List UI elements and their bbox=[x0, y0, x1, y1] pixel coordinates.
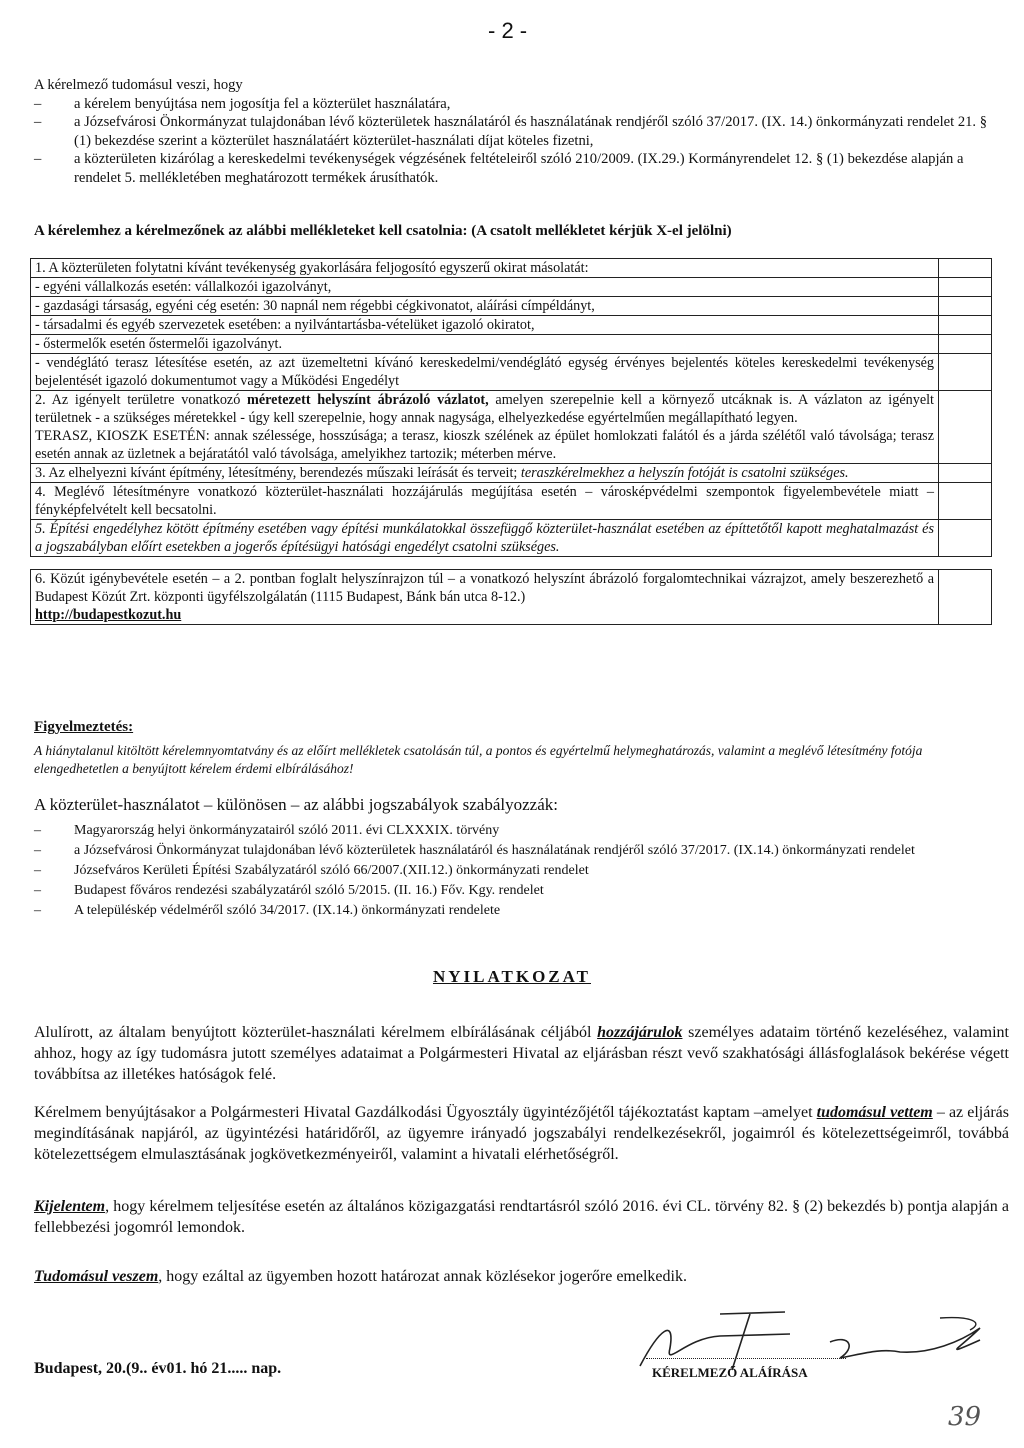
laws-title: A közterület-használatot – különösen – az alábbi jogszabályok szabályozzák: bbox=[34, 795, 558, 814]
checkbox-cell[interactable] bbox=[939, 464, 992, 483]
checkbox-cell[interactable] bbox=[939, 483, 992, 520]
table-row bbox=[31, 259, 992, 278]
intro-item: – a közterületen kizárólag a kereskedelmi tevékenységek végzésének feltételeiről szóló 210/2009. (IX.29.) Kormányrendelet 12. § (1) bekezdése alapján a rendelet 5. mellékletében meghatározott termékek árusíthatók. bbox=[34, 151, 964, 186]
table-row bbox=[31, 354, 992, 391]
attachment-text: 3. Az elhelyezni kívánt építmény, létesítmény, berendezés műszaki leírását és terveit; teraszkérelmekhez a helyszín fotóját is csatolni szükséges. bbox=[31, 464, 939, 483]
table-row bbox=[31, 278, 992, 297]
law-item: – a Józsefvárosi Önkormányzat tulajdonában lévő közterületek használatáról és használatának rendjéről szóló 37/2017. (IX.14.) önkormányzati rendelet bbox=[34, 843, 915, 858]
declaration-paragraph-3: Kijelentem, hogy kérelmem teljesítése esetén az általános közigazgatási rendtartásról szóló 2016. évi CL. törvény 82. § (2) bekezdés b) pontja alapján a fellebbezési jogomról lemondok. bbox=[34, 1198, 1009, 1236]
table-row bbox=[31, 483, 992, 520]
intro-item: – a kérelem benyújtása nem jogosítja fel a közterület használatára, bbox=[34, 95, 451, 112]
law-item: – Józsefváros Kerületi Építési Szabályzatáról szóló 66/2007.(XII.12.) önkormányzati rendelet bbox=[34, 863, 589, 878]
table-row bbox=[31, 464, 992, 483]
attachment-text: 4. Meglévő létesítményre vonatkozó közterület-használati hozzájárulás megújítása esetén – városképvédelmi szempontok figyelembevétele miatt – fényképfelvételt kell becsatolni. bbox=[31, 483, 939, 520]
intro-lead: A kérelmező tudomásul veszi, hogy bbox=[34, 77, 243, 93]
intro-section bbox=[34, 76, 990, 187]
signature-line bbox=[646, 1358, 846, 1359]
checkbox-cell[interactable] bbox=[939, 278, 992, 297]
checkbox-cell[interactable] bbox=[939, 354, 992, 391]
table-row bbox=[31, 570, 992, 625]
table-row bbox=[31, 297, 992, 316]
attachment-text: 6. Közút igénybevétele esetén – a 2. pontban foglalt helyszínrajzon túl – a vonatkozó helyszínt ábrázoló forgalomtechnikai vázrajzot, amely beszerezhető a Budapest Közút Zrt. központi ügyfélszolgálatán (1115 Budapest, Bánk bán utca 8-12.) http://budapestkozut.hu bbox=[31, 570, 939, 625]
checkbox-cell[interactable] bbox=[939, 335, 992, 354]
table-row bbox=[31, 520, 992, 557]
attachment-text: 2. Az igényelt területre vonatkozó méretezett helyszínt ábrázoló vázlatot, amelyen szerepelnie kell a környező utcáknak is. A vázlaton az igényelt területnek - a szükséges méretekkel - úgy kell szerepelnie, hogy annak nagysága, elhelyezkedése egyértelműen megállapítható legyen. TERASZ, KIOSZK ESETÉN: annak szélessége, hosszúsága; a terasz, kioszk szélének az épület homlokzati falától és a járda szélétől való távolsága; terasz esetén annak az üzletnek a bejáratától való távolsága, amelyikhez tartozik; méterben mérve. bbox=[31, 391, 939, 464]
signature-label: KÉRELMEZŐ ALÁÍRÁSA bbox=[652, 1365, 808, 1380]
attachments-heading: A kérelemhez a kérelmezőnek az alábbi mellékleteket kell csatolnia: (A csatolt mellékletet kérjük X-el jelölni) bbox=[34, 223, 732, 239]
attachment-text: - egyéni vállalkozás esetén: vállalkozói igazolványt, bbox=[31, 278, 939, 297]
declaration-paragraph-1: Alulírott, az általam benyújtott közterület-használati kérelmem elbírálásának céljából hozzájárulok személyes adataim történő kezeléséhez, valamint ahhoz, hogy az így tudomásra jutott személyes adataimat a Polgármesteri Hivatal az eljárásban részt vevő szakhatósági állásfoglalások bekérése végett továbbítsa az illetékes hatóságok felé. bbox=[34, 1024, 1010, 1083]
attachment-text: - társadalmi és egyéb szervezetek esetében: a nyilvántartásba-vételüket igazoló okiratot, bbox=[31, 316, 939, 335]
table-row bbox=[31, 316, 992, 335]
page-mark: 39 bbox=[948, 1402, 982, 1432]
table-row bbox=[31, 391, 992, 464]
checkbox-cell[interactable] bbox=[939, 316, 992, 335]
warning-text: A hiánytalanul kitöltött kérelemnyomtatvány és az előírt mellékletek csatolásán túl, a pontos és egyértelmű helymeghatározás, valamint a meglévő létesítmény fotója elengedhetetlen a benyújtott kérelem érdemi elbírálásához! bbox=[34, 743, 923, 776]
place-date: Budapest, 20.(9.. év01. hó 21..... nap. bbox=[34, 1360, 282, 1377]
warning-title: Figyelmeztetés: bbox=[34, 719, 134, 735]
declaration-paragraph-2: Kérelmem benyújtásakor a Polgármesteri Hivatal Gazdálkodási Ügyosztály ügyintézőjétől tájékoztatást kaptam –amelyet tudomásul vettem – az eljárás megindításának napjáról, az ügyintézési határidőről, az ügyemre irányadó jogszabályi rendelkezésekről, jogaimról és kötelezettségeimről, továbbá kötelezettségem elmulasztásának jogkövetkezményeiről, valamint a hivatali elérhetőségről. bbox=[34, 1104, 1010, 1163]
checkbox-cell[interactable] bbox=[939, 391, 992, 464]
checkbox-cell[interactable] bbox=[939, 297, 992, 316]
law-item: – Magyarország helyi önkormányzatairól szóló 2011. évi CLXXXIX. törvény bbox=[34, 823, 500, 838]
declaration-paragraph-4: Tudomásul veszem, hogy ezáltal az ügyemben hozott határozat annak közlésekor jogerőre emelkedik. bbox=[34, 1268, 687, 1285]
law-item: – A településkép védelméről szóló 34/2017. (IX.14.) önkormányzati rendelete bbox=[34, 903, 501, 918]
attachment-text: - gazdasági társaság, egyéni cég esetén: 30 napnál nem régebbi cégkivonatot, aláírási címpéldányt, bbox=[31, 297, 939, 316]
attachment-text: - őstermelők esetén őstermelői igazolványt. bbox=[31, 335, 939, 354]
budapestkozut-link[interactable]: http://budapestkozut.hu bbox=[35, 607, 182, 623]
attachment-text: 1. A közterületen folytatni kívánt tevékenység gyakorlására feljogosító egyszerű okirat másolatát: bbox=[31, 259, 939, 278]
law-item: – Budapest főváros rendezési szabályzatáról szóló 5/2015. (II. 16.) Főv. Kgy. rendelet bbox=[34, 883, 544, 898]
declaration-title: NYILATKOZAT bbox=[432, 967, 591, 986]
attachments-table bbox=[30, 258, 992, 625]
page-number: - 2 - bbox=[488, 18, 528, 43]
laws-list bbox=[34, 822, 934, 922]
checkbox-cell[interactable] bbox=[939, 570, 992, 625]
table-row bbox=[31, 335, 992, 354]
attachment-text: - vendéglátó terasz létesítése esetén, az azt üzemeltetni kívánó kereskedelmi/vendéglátó egység érvényes bejelentés köteles kereskedelmi tevékenység bejelentését igazoló dokumentumot vagy a Működési Engedélyt bbox=[31, 354, 939, 391]
checkbox-cell[interactable] bbox=[939, 259, 992, 278]
attachment-text: 5. Építési engedélyhez kötött építmény esetében vagy építési munkálatokkal összefüggő közterület-használat esetében az építtetőtől kapott meghatalmazást és a jogszabályban előírt esetekben a jogerős építésügyi hatósági engedélyt csatolni szükséges. bbox=[31, 520, 939, 557]
checkbox-cell[interactable] bbox=[939, 520, 992, 557]
intro-item: – a Józsefvárosi Önkormányzat tulajdonában lévő közterületek használatáról és használatának rendjéről szóló 37/2017. (IX. 14.) önkormányzati rendelet 21. § (1) bekezdése szerint a közterület használatáért közterület-használati díjat köteles fizetni, bbox=[34, 114, 988, 149]
